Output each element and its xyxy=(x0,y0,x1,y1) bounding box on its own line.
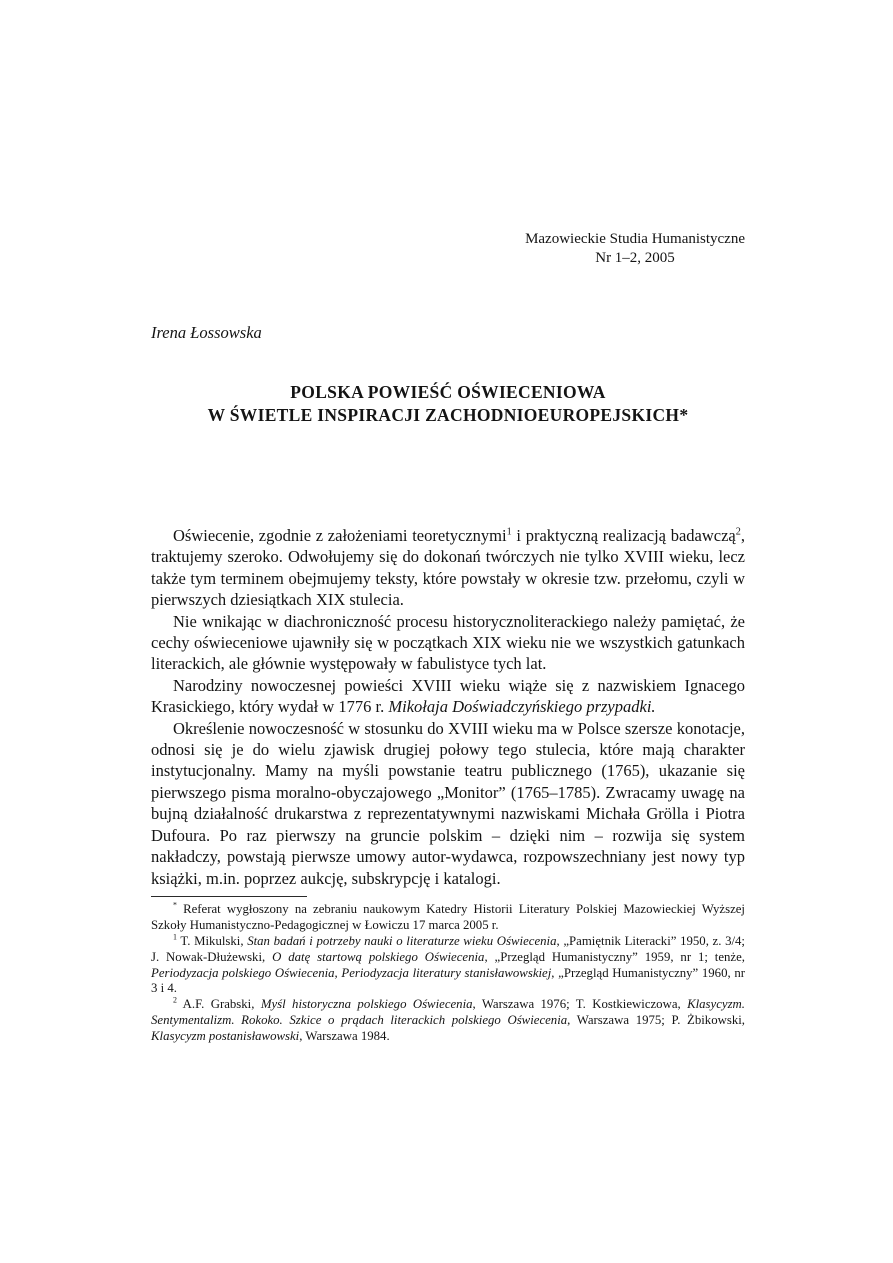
italic-text: Periodyzacja polskiego Oświecenia, Periodyzacja literatury stanisławowskiej xyxy=(151,965,552,980)
title-line-2: W ŚWIETLE INSPIRACJI ZACHODNIOEUROPEJSKICH* xyxy=(207,405,689,425)
footnote-ref: 2 xyxy=(173,996,177,1006)
paragraph-3 xyxy=(151,675,745,718)
text-run: Narodziny nowoczesnej powieści XVIII wieku wiąże się z nazwiskiem Ignacego Krasickiego, który wydał w 1776 r. xyxy=(151,675,745,717)
article-body xyxy=(151,525,745,889)
text-run: , Warszawa 1984. xyxy=(299,1029,390,1044)
text-run: Oświecenie, zgodnie z założeniami teoretycznymi xyxy=(173,526,507,545)
italic-text: Klasycyzm postanisławowski xyxy=(151,1029,300,1044)
text-run: A.F. Grabski, xyxy=(176,997,261,1012)
paragraph-2 xyxy=(151,611,745,675)
text-run: T. Mikulski, xyxy=(176,933,248,948)
footnote-star xyxy=(151,902,745,934)
journal-issue: Nr 1–2, 2005 xyxy=(595,250,675,266)
text-run: i praktyczną realizacją badawczą xyxy=(511,526,736,545)
text-run: , „Przegląd Humanistyczny” 1959, nr 1; tenże, xyxy=(484,949,745,964)
footnote-1 xyxy=(151,934,745,998)
footnote-ref: 2 xyxy=(735,526,741,538)
italic-text: O datę startową polskiego Oświecenia xyxy=(272,949,485,964)
footnotes-section xyxy=(151,902,745,1045)
journal-name: Mazowieckie Studia Humanistyczne xyxy=(525,231,745,247)
text-run: , „Przegląd Humanistyczny” 1960, nr 3 i 4. xyxy=(151,965,745,996)
italic-text: Klasycyzm. Sentymentalizm. Rokoko. Szkice o prądach literackich polskiego Oświecenia xyxy=(151,997,745,1028)
paragraph-4 xyxy=(151,718,745,889)
italic-text: Myśl historyczna polskiego Oświecenia xyxy=(260,997,473,1012)
footnote-ref: 1 xyxy=(506,526,512,538)
text-run: Nie wnikając w diachroniczność procesu historycznoliterackiego należy pamiętać, że cechy oświeceniowe ujawniły się w początkach XIX wieku nie we wszystkich gatunkach literackich, ale głównie występowały w fabulistyce tych lat. xyxy=(151,611,745,674)
text-run: , Warszawa 1976; T. Kostkiewiczowa, xyxy=(472,997,688,1012)
text-run: , Warszawa 1975; P. Żbikowski, xyxy=(567,1013,745,1028)
text-run: , „Pamiętnik Literacki” 1950, z. 3/4; J. Nowak-Dłużewski, xyxy=(151,933,745,964)
text-run: Referat wygłoszony na zebraniu naukowym Katedry Historii Literatury Polskiej Mazowieckiej Wyższej Szkoły Humanistyczno-Pedagogicznej w Łowiczu 17 marca 2005 r. xyxy=(151,901,745,932)
article-title xyxy=(151,381,745,427)
italic-text: Stan badań i potrzeby nauki o literaturze wieku Oświecenia xyxy=(247,933,557,948)
footnote-separator xyxy=(151,896,307,897)
text-run: , traktujemy szeroko. Odwołujemy się do dokonań twórczych nie tylko XVIII wieku, lecz także tym terminem obejmujemy teksty, które powstały w okresie tzw. przełomu, czyli w pierwszych dziesiątkach XIX stulecia. xyxy=(151,526,745,610)
paragraph-1 xyxy=(151,525,745,611)
journal-header-block xyxy=(525,230,745,268)
footnote-ref: 1 xyxy=(173,932,177,942)
text-run: Określenie nowoczesność w stosunku do XVIII wieku ma w Polsce szersze konotacje, odnosi się je do wielu zjawisk drugiej połowy tego stulecia, które mają charakter instytucjonalny. Mamy na myśli powstanie teatru publicznego (1765), ukazanie się pierwszego pisma moralno-obyczajowego „Monitor” (1765–1785). Zwracamy uwagę na bujną działalność drukarstwa z reprezentatywnymi nazwiskami Michała Grölla i Piotra Dufoura. Po raz pierwszy na gruncie polskim – dzięki nim – rozwija się system nakładczy, powstają pierwsze umowy autor-wydawca, rozpowszechniany jest nowy typ książki, m.in. poprzez aukcję, subskrypcję i katalogi. xyxy=(151,718,745,888)
author-name: Irena Łossowska xyxy=(151,323,262,342)
title-line-1: POLSKA POWIEŚĆ OŚWIECENIOWA xyxy=(290,382,606,402)
footnote-2 xyxy=(151,997,745,1045)
journal-header xyxy=(151,230,745,268)
italic-text: Mikołaja Doświadczyńskiego przypadki. xyxy=(388,697,656,717)
footnote-ref: * xyxy=(173,900,177,910)
